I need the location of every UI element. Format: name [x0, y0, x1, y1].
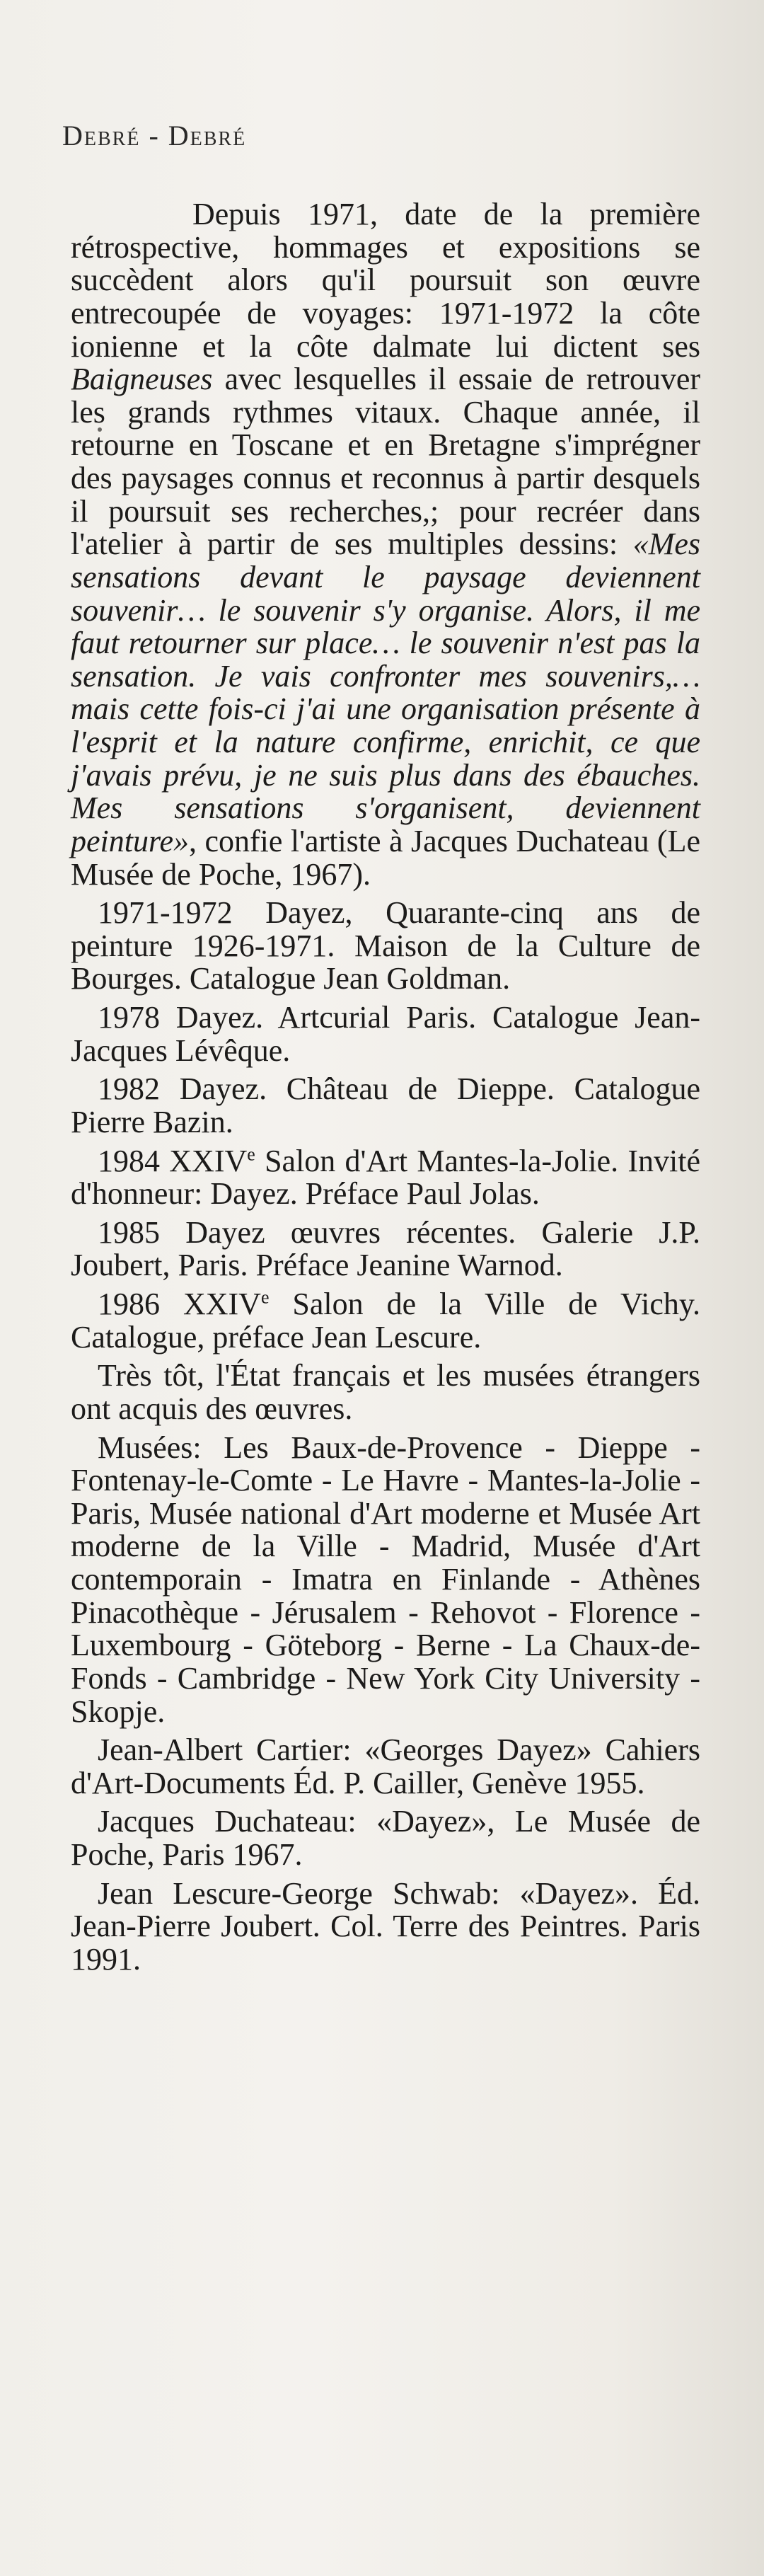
- state-acquisitions: Très tôt, l'État français et les musées étrangers ont acquis des œuvres.: [71, 1358, 700, 1426]
- intro-paragraph: [71, 198, 700, 891]
- intro-text-b: avec lesquelles il essaie de retrouver les grands rythmes vitaux. Chaque année, il retourne en Toscane et en Bretagne s'imprégner des paysages connus et reconnus à partir desquels il poursuit ses recherches,; pour recréer dans l'atelier à partir de ses multiples dessins:: [71, 362, 700, 562]
- exhibition-entry: 1978 Dayez. Artcurial Paris. Catalogue Jean-Jacques Lévêque.: [71, 1000, 700, 1068]
- entry-prefix: 1984 XXIV: [98, 1143, 248, 1178]
- exhibition-entry: 1982 Dayez. Château de Dieppe. Catalogue Pierre Bazin.: [71, 1071, 700, 1139]
- intro-text-c: , confie l'artiste à Jacques Duchateau (Le Musée de Poche, 1967).: [71, 823, 700, 892]
- running-header: Debré - Debré: [62, 120, 247, 151]
- exhibition-entry: [71, 1288, 700, 1354]
- exhibition-entry: 1985 Dayez œuvres récentes. Galerie J.P. Joubert, Paris. Préface Jeanine Warnod.: [71, 1214, 700, 1283]
- bibliography-entry: Jacques Duchateau: «Dayez», Le Musée de Poche, Paris 1967.: [71, 1804, 700, 1872]
- artwork-title: Baigneuses: [71, 362, 213, 397]
- entry-suffix: Salon de la Ville de Vichy. Catalogue, préface Jean Lescure.: [71, 1287, 701, 1355]
- artist-quote: «Mes sensations devant le paysage deviennent souvenir… le souvenir s'y organise. Alors, il me faut retourner sur place… le souvenir n'est pas la sensation. Je vais confronter mes souvenirs,… mais cette fois-ci j'ai une organisation présente à l'esprit et la nature confirme, enrichit, ce que j'avais prévu, je ne suis plus dans des ébauches. Mes sensations s'organisent, deviennent peinture»: [71, 527, 700, 858]
- exhibition-entry: 1971-1972 Dayez, Quarante-cinq ans de peinture 1926-1971. Maison de la Culture de Bourges. Catalogue Jean Goldman.: [71, 895, 700, 996]
- article-body: [71, 198, 700, 1982]
- museums-list: Musées: Les Baux-de-Provence - Dieppe - Fontenay-le-Comte - Le Havre - Mantes-la-Jolie - Paris, Musée national d'Art moderne et Musée Art moderne de la Ville - Madrid, Musée d'Art contemporain - Imatra en Finlande - Athènes Pinacothèque - Jérusalem - Rehovot - Florence - Luxembourg - Göteborg - Berne - La Chaux-de-Fonds - Cambridge - New York City University - Skopje.: [71, 1430, 700, 1729]
- intro-text-a: Depuis 1971, date de la première rétrospective, hommages et expositions se succèdent alors qu'il poursuit son œuvre entrecoupée de voyages: 1971-1972 la côte ionienne et la côte dalmate lui dictent ses: [71, 197, 700, 364]
- ordinal-superscript: e: [247, 1143, 255, 1164]
- bibliography-entry: Jean Lescure-George Schwab: «Dayez». Éd. Jean-Pierre Joubert. Col. Terre des Peintres. Paris 1991.: [71, 1875, 700, 1977]
- exhibition-entry: [71, 1145, 700, 1211]
- bibliography-entry: Jean-Albert Cartier: «Georges Dayez» Cahiers d'Art-Documents Éd. P. Cailler, Genève 1955.: [71, 1732, 700, 1800]
- entry-suffix: Salon d'Art Mantes-la-Jolie. Invité d'honneur: Dayez. Préface Paul Jolas.: [71, 1143, 700, 1212]
- entry-prefix: 1986 XXIV: [98, 1287, 261, 1321]
- ordinal-superscript: e: [260, 1287, 270, 1308]
